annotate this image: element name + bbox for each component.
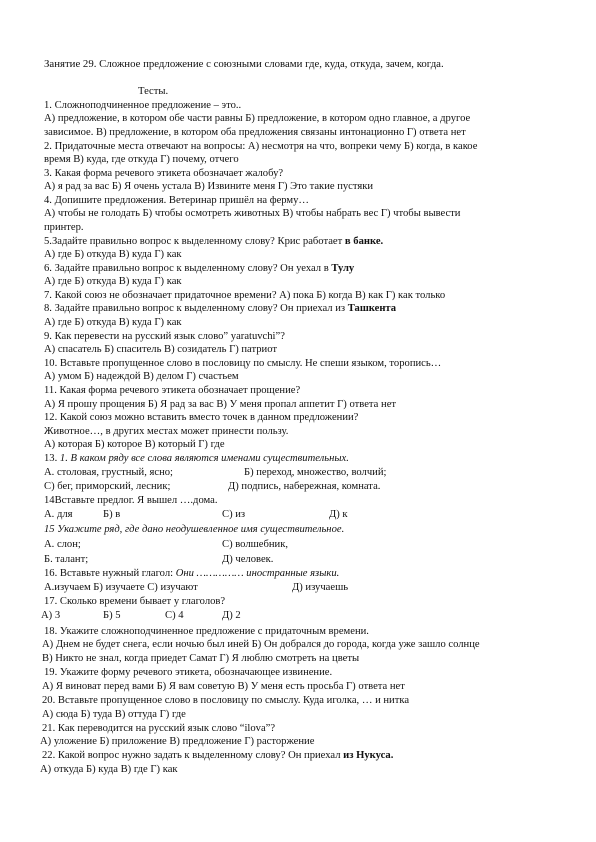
question-15: 15 Укажите ряд, где дано неодушевленное имя существительное. xyxy=(44,524,345,535)
answer-option: С) 4 xyxy=(165,610,184,621)
question-14: 14Вставьте предлог. Я вышел ….дома. xyxy=(44,495,218,506)
question-text: 6. Задайте правильно вопрос к выделенному слову? Он уехал в xyxy=(44,263,332,274)
answer-option: Д) 2 xyxy=(222,610,241,621)
answer-line: принтер. xyxy=(44,222,84,233)
answer-option: А. столовая, грустный, ясно; xyxy=(44,467,173,478)
question-text: 8. Задайте правильно вопрос к выделенному слову? Он приехал из xyxy=(44,303,348,314)
question-text: Животное…, в других местах может принести пользу. xyxy=(44,426,289,437)
subtitle: Тесты. xyxy=(138,86,169,97)
question-5 xyxy=(44,235,383,248)
question-22 xyxy=(42,749,393,762)
question-1: 1. Сложноподчиненное предложение – это.. xyxy=(44,100,242,111)
answer-line: В) Никто не знал, когда приедет Самат Г) Я люблю смотреть на цветы xyxy=(42,653,360,664)
highlighted-word: Ташкента xyxy=(347,303,397,314)
question-20: 20. Вставьте пропущенное слово в пословицу по смыслу. Куда иголка, … и нитка xyxy=(42,695,410,706)
answer-line: А) откуда Б) куда В) где Г) как xyxy=(40,764,178,775)
question-text: 22. Какой вопрос нужно задать к выделенному слову? Он приехал xyxy=(42,750,344,761)
answer-line: А) которая Б) которое В) который Г) где xyxy=(44,439,225,450)
answer-line: А) умом Б) надеждой В) делом Г) счастьем xyxy=(44,371,239,382)
answer-option: Б. талант; xyxy=(44,554,89,565)
answer-option: Д) изучаешь xyxy=(292,582,349,593)
question-13 xyxy=(44,452,349,465)
question-text: 1. В каком ряду все слова являются именами существительных. xyxy=(59,453,349,464)
highlighted-word: в банке. xyxy=(344,236,384,247)
answer-option: Б) 5 xyxy=(103,610,121,621)
question-text: 16. Вставьте нужный глагол: xyxy=(44,568,176,579)
question-sentence: Они …………… иностранные языки. xyxy=(175,568,340,579)
answer-option: Д) человек. xyxy=(222,554,274,565)
question-7: 7. Какой союз не обозначает придаточное времени? А) пока Б) когда В) как Г) как только xyxy=(44,290,446,301)
answer-line: А) чтобы не голодать Б) чтобы осмотреть животных В) чтобы набрать вес Г) чтобы вывести xyxy=(44,208,461,219)
answer-option: А.изучаем Б) изучаете С) изучают xyxy=(44,582,198,593)
answer-option: Д) к xyxy=(329,509,348,520)
question-9: 9. Как перевести на русский язык слово” yaratuvchi”? xyxy=(44,331,285,342)
question-19: 19. Укажите форму речевого этикета, обозначающее извинение. xyxy=(44,667,333,678)
answer-line: А) я рад за вас Б) Я очень устала В) Извините меня Г) Это такие пустяки xyxy=(44,181,374,192)
answer-option: С) бег, приморский, лесник; xyxy=(44,481,171,492)
answer-line: А) уложение Б) приложение В) предложение Г) расторжение xyxy=(40,736,315,747)
question-12: 12. Какой союз можно вставить вместо точек в данном предложении? xyxy=(44,412,359,423)
answer-option: А) 3 xyxy=(41,610,61,621)
question-8 xyxy=(44,302,396,315)
question-21: 21. Как переводится на русский язык слово “ilova”? xyxy=(42,723,276,734)
answer-line: время В) куда, где откуда Г) почему, отчего xyxy=(44,154,239,165)
highlighted-word: из Нукуса. xyxy=(343,750,394,761)
question-number: 13. xyxy=(44,453,60,464)
answer-line: А) сюда Б) туда В) оттуда Г) где xyxy=(42,709,186,720)
question-text: 5.Задайте правильно вопрос к выделенному слову? Крис работает xyxy=(44,236,345,247)
question-2: 2. Придаточные места отвечают на вопросы: А) несмотря на что, вопреки чему Б) когда, в какое xyxy=(44,141,478,152)
question-18: 18. Укажите сложноподчиненное предложение с придаточным времени. xyxy=(44,626,369,637)
answer-option: Д) подпись, набережная, комната. xyxy=(228,481,381,492)
question-17: 17. Сколько времени бывает у глаголов? xyxy=(44,596,226,607)
answer-option: Б) в xyxy=(103,509,121,520)
answer-line: А) Днем не будет снега, если ночью был иней Б) Он добрался до города, когда уже зашло солнце xyxy=(42,639,480,650)
answer-line: зависимое. В) предложение, в котором оба предложения связаны интонационно Г) ответа нет xyxy=(44,127,466,138)
answer-option: С) из xyxy=(222,509,246,520)
question-10: 10. Вставьте пропущенное слово в пословицу по смыслу. Не спеши языком, торопись… xyxy=(44,358,442,369)
answer-line: А) где Б) откуда В) куда Г) как xyxy=(44,317,182,328)
answer-line: А) Я виноват перед вами Б) Я вам советую В) У меня есть просьба Г) ответа нет xyxy=(42,681,405,692)
answer-line: А) спасатель Б) спаситель В) созидатель Г) патриот xyxy=(44,344,277,355)
answer-line: А) предложение, в котором обе части равны Б) предложение, в котором одно главное, а другое xyxy=(44,113,471,124)
answer-line: А) Я прошу прощения Б) Я рад за вас В) У меня пропал аппетит Г) ответа нет xyxy=(44,399,397,410)
question-6 xyxy=(44,262,354,275)
answer-option: А. слон; xyxy=(44,539,81,550)
question-3: 3. Какая форма речевого этикета обозначает жалобу? xyxy=(44,168,284,179)
question-16 xyxy=(44,567,339,580)
highlighted-word: Тулу xyxy=(331,263,355,274)
page-title: Занятие 29. Сложное предложение с союзными словами где, куда, откуда, зачем, когда. xyxy=(44,58,444,70)
answer-option: А. для xyxy=(44,509,73,520)
answer-line: А) где Б) откуда В) куда Г) как xyxy=(44,276,182,287)
answer-option: С) волшебник, xyxy=(222,539,288,550)
answer-line: А) где Б) откуда В) куда Г) как xyxy=(44,249,182,260)
answer-option: Б) переход, множество, волчий; xyxy=(244,467,387,478)
question-11: 11. Какая форма речевого этикета обозначает прощение? xyxy=(44,385,301,396)
question-4: 4. Допишите предложения. Ветеринар пришёл на ферму… xyxy=(44,195,310,206)
